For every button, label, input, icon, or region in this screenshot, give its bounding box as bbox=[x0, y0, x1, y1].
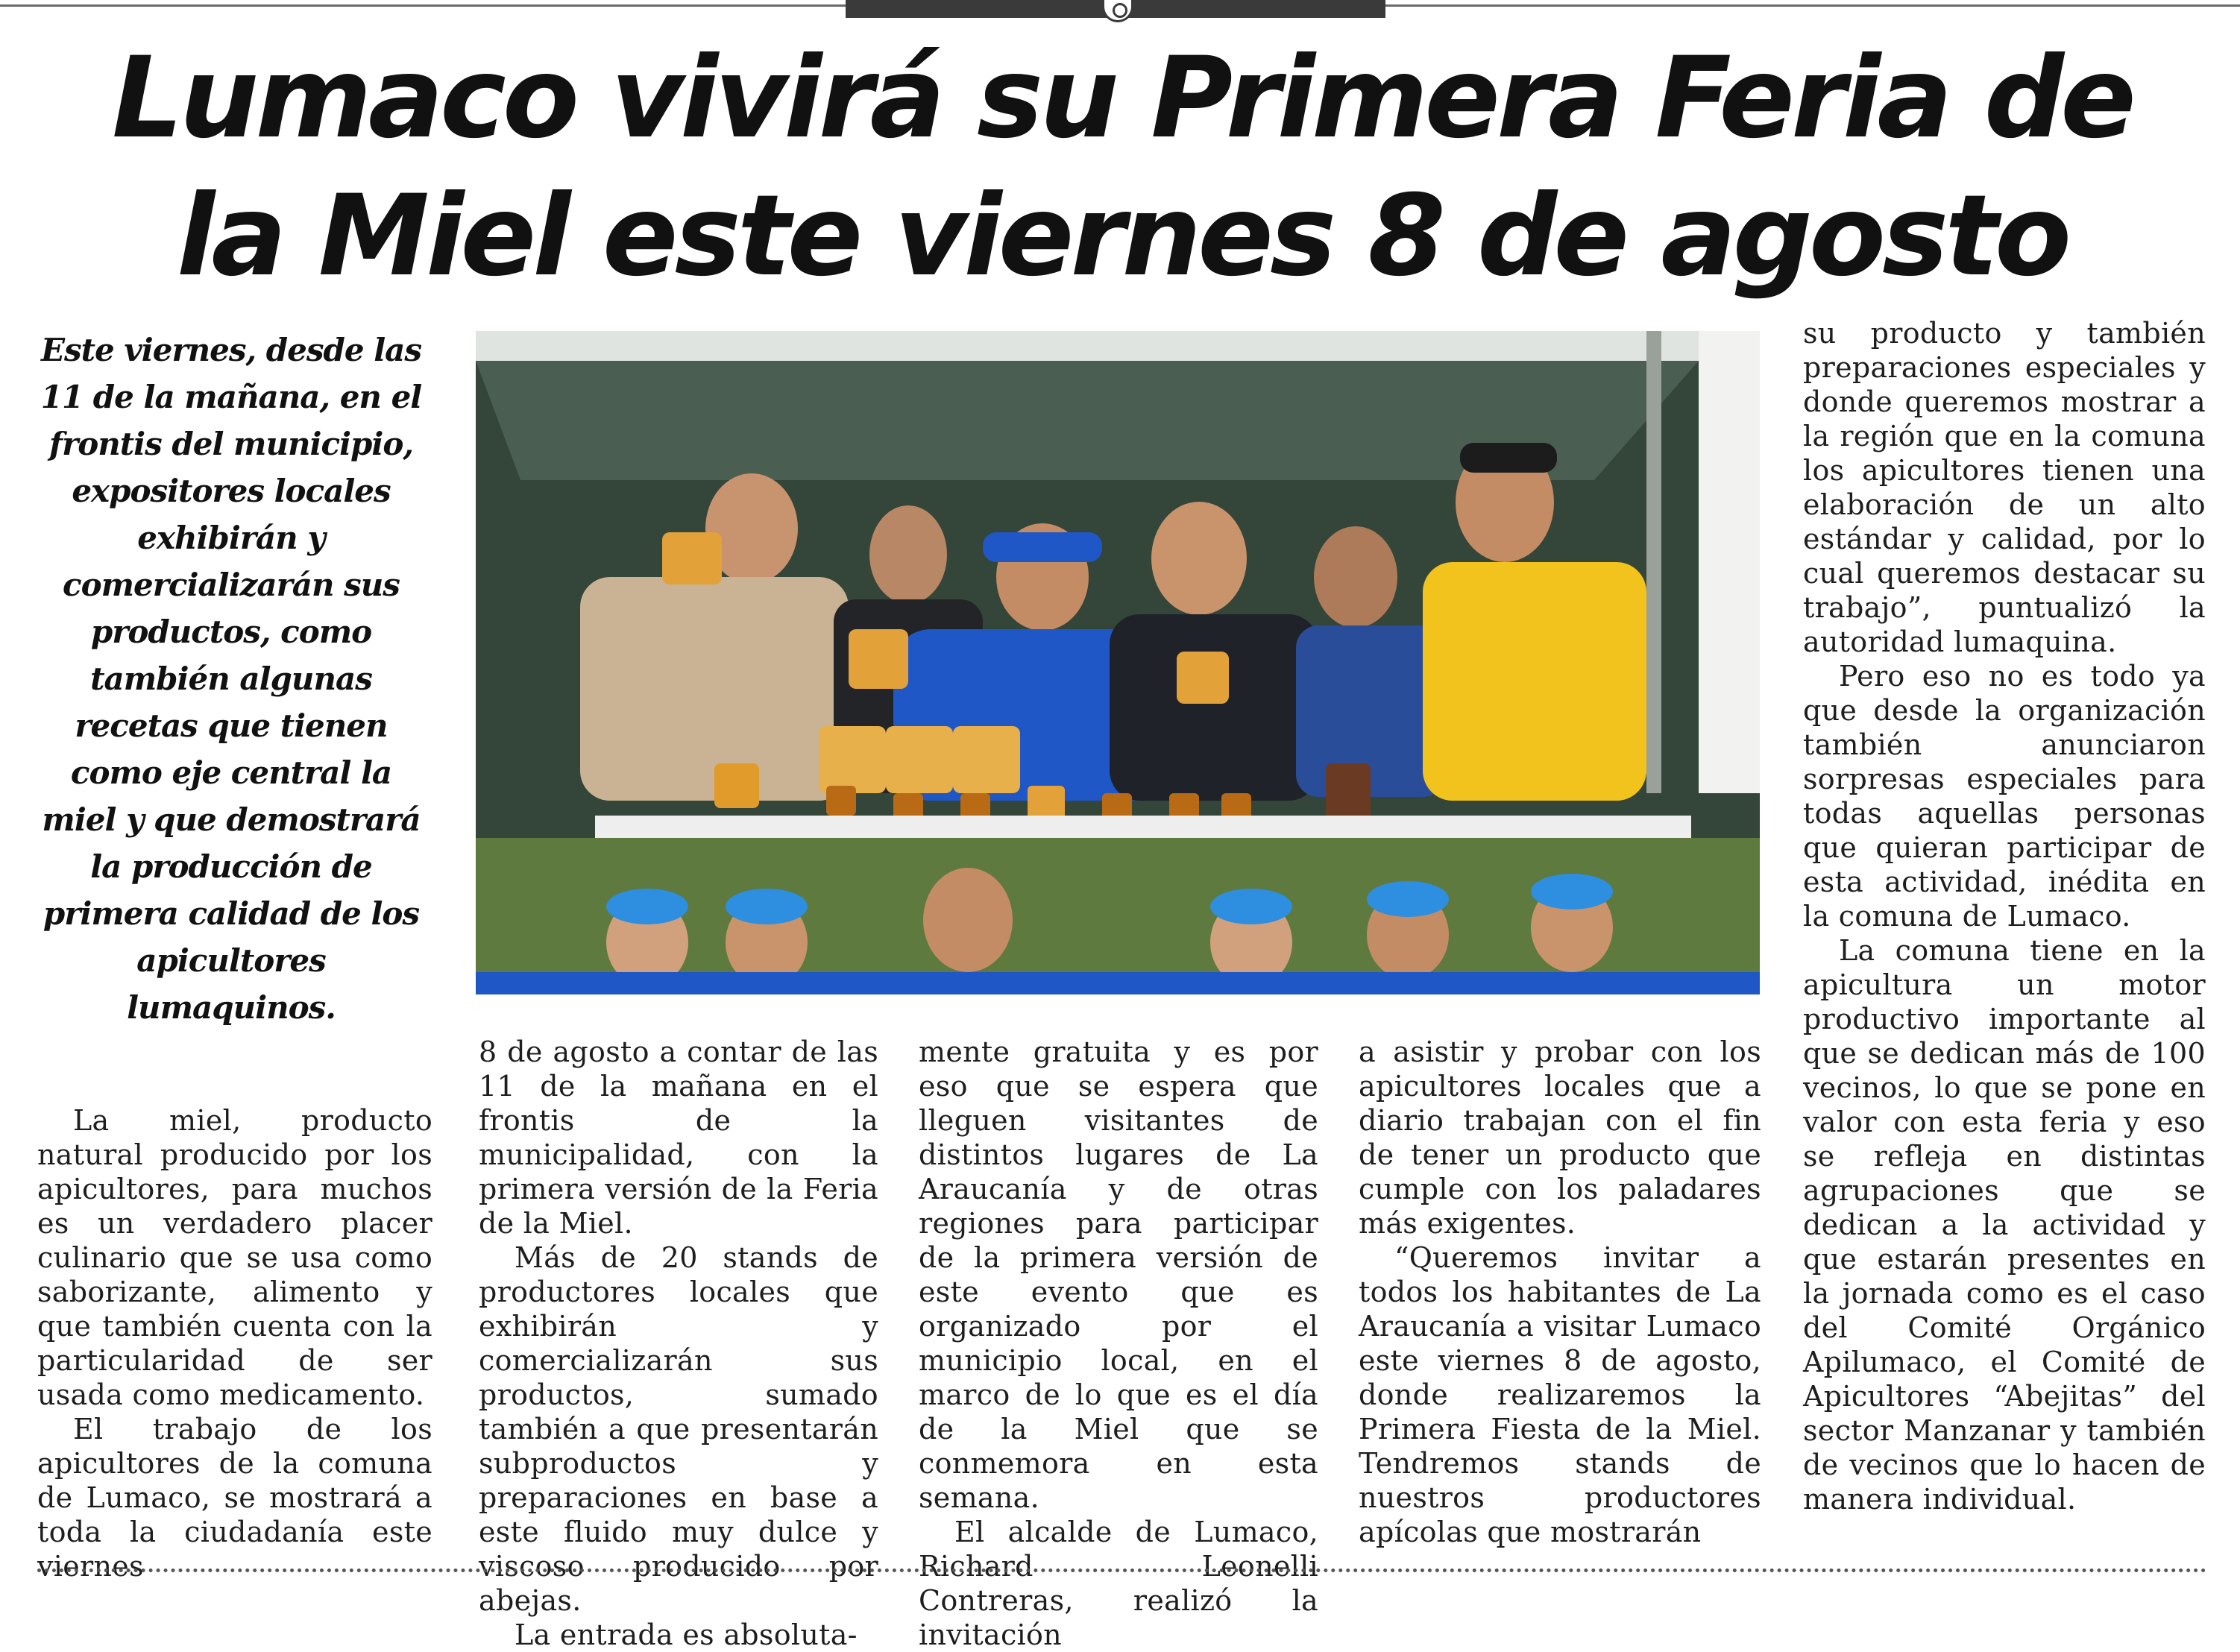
paragraph: La entrada es absoluta- bbox=[515, 1618, 858, 1651]
paragraph: 8 de agosto a contar de las 11 de la mañana en el frontis de la municipalidad, con la primera versión de la Feria de la Miel. bbox=[479, 1035, 878, 1240]
article-column-1 bbox=[37, 1103, 432, 1583]
article-column-3 bbox=[919, 1035, 1318, 1652]
article-column-2 bbox=[479, 1035, 878, 1652]
page-emblem-icon bbox=[1102, 0, 1133, 22]
paragraph: a asistir y probar con los apicultores locales que a diario trabajan con el fin de tener un producto que cumple con los paladares más exigentes. bbox=[1359, 1035, 1761, 1240]
bottom-dotted-rule bbox=[37, 1569, 2207, 1572]
paragraph: Pero eso no es todo ya que desde la organización también anunciaron sorpresas especiales para todas aquellas personas que quieran participar de esta actividad, inédita en la comuna de Lumaco. bbox=[1803, 660, 2206, 933]
paragraph: “Queremos invitar a todos los habitantes de La Araucanía a visitar Lumaco este viernes 8 de agosto, donde realizaremos la Primera Fiesta de la Miel. Tendremos stands de nuestros productores apícolas que mostrarán bbox=[1359, 1241, 1761, 1548]
paragraph: La miel, producto natural producido por los apicultores, para muchos es un verdadero placer culinario que se usa como saborizante, alimento y que también cuenta con la particularidad de ser usada como medicamento. bbox=[37, 1104, 432, 1411]
paragraph: El alcalde de Lumaco, Richard Leonelli Contreras, realizó la invitación bbox=[919, 1516, 1318, 1651]
article-headline: Lumaco vivirá su Primera Feria de la Miel este viernes 8 de agosto bbox=[112, 34, 2133, 301]
paragraph: La comuna tiene en la apicultura un motor productivo importante al que se dedican más de 100 vecinos, lo que se pone en valor con esta feria y eso se refleja en distintas agrupaciones que se dedican a la actividad y que estarán presentes en la jornada como es el caso del Comité Orgánico Apilumaco, el Comité de Apicultores “Abejitas” del sector Manzanar y también de vecinos que lo hacen de manera individual. bbox=[1803, 934, 2206, 1516]
paragraph: Más de 20 stands de productores locales que exhibirán y comercializarán sus productos, sumado también a que presentarán subproductos y preparaciones en base a este fluido muy dulce y viscoso producido por abejas. bbox=[479, 1241, 878, 1617]
paragraph: El trabajo de los apicultores de la comuna de Lumaco, se mostrará a toda la ciudadanía este viernes bbox=[37, 1413, 432, 1583]
article-column-4 bbox=[1359, 1035, 1761, 1549]
paragraph: su producto y también preparaciones especiales y donde queremos mostrar a la región que en la comuna los apicultores tienen una elaboración de un alto estándar y calidad, por lo cual queremos destacar su trabajo”, puntualizó la autoridad lumaquina. bbox=[1803, 317, 2206, 658]
article-column-5 bbox=[1803, 316, 2206, 1516]
article-photo bbox=[476, 331, 1760, 994]
paragraph: mente gratuita y es por eso que se espera que lleguen visitantes de distintos lugares de La Araucanía y de otras regiones para participar de la primera versión de este evento que es organizado por el municipio local, en el marco de lo que es el día de la Miel que se conmemora en esta semana. bbox=[919, 1035, 1318, 1514]
article-lead: Este viernes, desde las 11 de la mañana, en el frontis del municipio, expositores locales exhibirán y comercializarán sus productos, como también algunas recetas que tienen como eje central la miel y que demostrará la producción de primera calidad de los apicultores lumaquinos. bbox=[40, 332, 422, 1026]
